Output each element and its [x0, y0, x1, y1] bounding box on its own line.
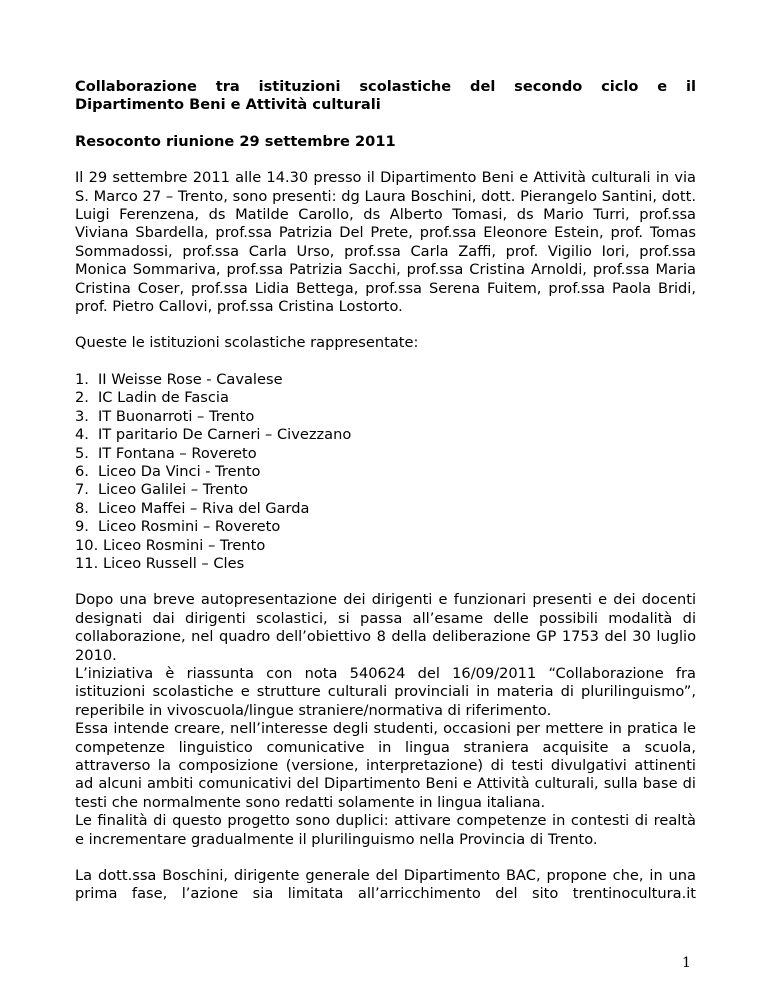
- list-item: [75, 481, 696, 499]
- list-item-label: Liceo Maffei – Riva del Garda: [98, 499, 310, 517]
- list-item-number: 7.: [75, 481, 89, 499]
- list-item: [75, 408, 696, 426]
- attendees-paragraph: Il 29 settembre 2011 alle 14.30 presso il Dipartimento Beni e Attività culturali in via S. Marco 27 – Trento, sono presenti: dg Laura Boschini, dott. Pierangelo Santini, dott. Luigi Ferenzena, ds Matilde Carollo, ds Alberto Tomasi, ds Mario Turri, prof.ssa Viviana Sbardella, prof.ssa Patrizia Del Prete, prof.ssa Eleonore Estein, prof. Tomas Sommadossi, prof.ssa Carla Urso, prof.ssa Carla Zaffi, prof. Vigilio Iori, prof.ssa Monica Sommariva, prof.ssa Patrizia Sacchi, prof.ssa Cristina Arnoldi, prof.ssa Maria Cristina Coser, prof.ssa Lidia Bettega, prof.ssa Serena Fuitem, prof.ssa Paola Bridi, prof. Pietro Callovi, prof.ssa Cristina Lostorto.: [75, 169, 696, 316]
- list-item-number: 8.: [75, 499, 89, 517]
- list-item-number: 5.: [75, 444, 89, 462]
- list-item-label: Liceo Russell – Cles: [103, 554, 245, 572]
- list-item-label: Liceo Da Vinci - Trento: [98, 462, 261, 480]
- list-item: [75, 389, 696, 407]
- list-item: [75, 463, 696, 481]
- body-paragraph-3: Essa intende creare, nell’interesse degli studenti, occasioni per mettere in pratica le competenze linguistico comunicative in lingua straniera acquisite a scuola, attraverso la composizione (versione, interpretazione) di testi divulgativi attinenti ad alcuni ambiti comunicativi del Dipartimento Beni e Attività culturali, sulla base di testi che normalmente sono redatti solamente in lingua italiana.: [75, 720, 696, 811]
- body-paragraph-1: Dopo una breve autopresentazione dei dirigenti e funzionari presenti e dei docenti designati dai dirigenti scolastici, si passa all’esame delle possibili modalità di collaborazione, nel quadro dell’obiettivo 8 della deliberazione GP 1753 del 30 luglio 2010.: [75, 591, 696, 664]
- document-title-line-2: Dipartimento Beni e Attività culturali: [75, 96, 381, 114]
- institutions-list: [75, 371, 696, 573]
- list-item-label: IT Fontana – Rovereto: [98, 444, 257, 462]
- list-item-number: 4.: [75, 426, 89, 444]
- body-paragraph-5: La dott.ssa Boschini, dirigente generale del Dipartimento BAC, propone che, in una prima fase, l’azione sia limitata all’arricchimento del sito trentinocultura.it: [75, 867, 696, 903]
- list-item-number: 11.: [75, 554, 99, 572]
- list-item-number: 1.: [75, 370, 89, 388]
- list-item-label: IC Ladin de Fascia: [98, 389, 229, 407]
- page-number: 1: [682, 955, 691, 971]
- document-title-line-1: Collaborazione tra istituzioni scolastiche del secondo ciclo e il: [75, 78, 696, 95]
- body-paragraph-4: Le finalità di questo progetto sono duplici: attivare competenze in contesti di realtà e incrementare gradualmente il plurilinguismo nella Provincia di Trento.: [75, 812, 696, 848]
- list-item-number: 3.: [75, 407, 89, 425]
- document-page: [75, 78, 696, 904]
- body-paragraph-2: L’iniziativa è riassunta con nota 540624 del 16/09/2011 “Collaborazione fra istituzioni scolastiche e strutture culturali provinciali in materia di plurilinguismo”, reperibile in vivoscuola/lingue straniere/normativa di riferimento.: [75, 664, 696, 719]
- list-item-label: Liceo Rosmini – Rovereto: [98, 518, 281, 536]
- list-item: [75, 445, 696, 463]
- list-item-label: Liceo Rosmini – Trento: [103, 536, 266, 554]
- list-item: [75, 371, 696, 389]
- list-item-label: IT paritario De Carneri – Civezzano: [98, 426, 352, 444]
- list-item-number: 2.: [75, 389, 89, 407]
- list-item-number: 9.: [75, 518, 89, 536]
- list-item: [75, 537, 696, 555]
- list-item-label: IT Buonarroti – Trento: [98, 407, 255, 425]
- list-item-number: 10.: [75, 536, 99, 554]
- list-item-label: Liceo Galilei – Trento: [98, 481, 249, 499]
- meeting-report-heading: Resoconto riunione 29 settembre 2011: [75, 132, 396, 150]
- list-item: [75, 426, 696, 444]
- list-item: [75, 500, 696, 518]
- institutions-list-intro: Queste le istituzioni scolastiche rappresentate:: [75, 334, 419, 352]
- list-item-label: II Weisse Rose - Cavalese: [98, 370, 283, 388]
- list-item-number: 6.: [75, 462, 89, 480]
- list-item: [75, 555, 696, 573]
- list-item: [75, 518, 696, 536]
